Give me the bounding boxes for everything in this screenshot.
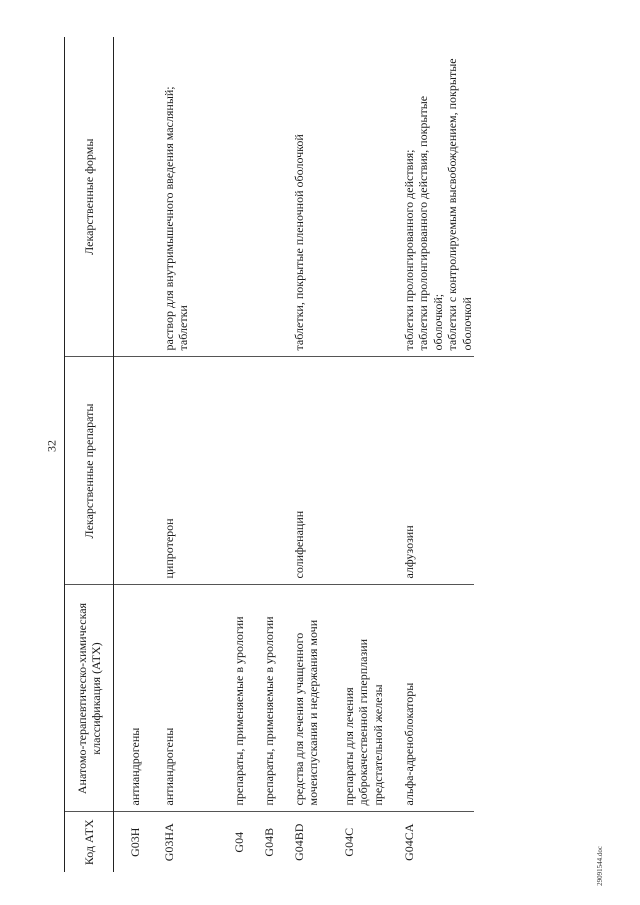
forms-cell [292, 37, 342, 357]
atc-table [64, 37, 474, 872]
drug-cell: алфузозин [402, 357, 474, 585]
header-forms: Лекарственные формы [65, 37, 114, 357]
page-number: 32 [44, 440, 59, 452]
atc-code: G04CA [402, 823, 416, 861]
form-line: таблетки, покрытые пленочной оболочкой [292, 134, 306, 351]
classification-cell: альфа-адреноблокаторы [402, 585, 474, 812]
header-code: Код АТХ [65, 812, 114, 872]
table-row [232, 37, 262, 872]
classification-cell: препараты для лечения доброкачественной гиперплазии предстательной железы [342, 585, 402, 812]
classification-cell: препараты, применяемые в урологии [232, 585, 262, 812]
atc-code: G04B [262, 827, 276, 857]
table-row [292, 37, 342, 872]
atc-code: G04 [232, 831, 246, 853]
drug-cell [114, 357, 163, 585]
table-row [262, 37, 292, 872]
forms-cell [114, 37, 163, 357]
form-line: таблетки пролонгированного действия; [402, 149, 416, 351]
form-line: таблетки пролонгированного действия, покрытые оболочкой; [416, 95, 445, 351]
classification-cell: антиандрогены [114, 585, 163, 812]
table-header-row [65, 37, 114, 872]
drug-cell [342, 357, 402, 585]
table-row [342, 37, 402, 872]
atc-code: G04BD [292, 823, 306, 861]
atc-code: G03HA [162, 823, 176, 862]
classification-cell: препараты, применяемые в урологии [262, 585, 292, 812]
header-classification: Анатомо-терапевтическо-химическая классификация (АТХ) [65, 585, 114, 812]
atc-code: G04C [342, 827, 356, 857]
drug-cell [232, 357, 262, 585]
forms-cell [162, 37, 232, 357]
drug-cell: ципротерон [162, 357, 232, 585]
table-row [162, 37, 232, 872]
forms-cell [402, 37, 474, 357]
atc-code: G03H [128, 827, 142, 857]
form-line: таблетки [176, 305, 191, 351]
table-row [114, 37, 163, 872]
header-drugs: Лекарственные препараты [65, 357, 114, 585]
forms-cell [232, 37, 262, 357]
classification-cell: антиандрогены [162, 585, 232, 812]
form-line: таблетки с контролируемым высвобождением, покрытые оболочкой [445, 58, 474, 351]
forms-cell [262, 37, 292, 357]
drug-cell: солифенацин [292, 357, 342, 585]
drug-cell [262, 357, 292, 585]
table-row [402, 37, 474, 872]
classification-cell: средства для лечения учащенного мочеиспускания и недержания мочи [292, 585, 342, 812]
footer-filename: 29091544.doc [596, 846, 604, 886]
rotated-page-content [64, 37, 618, 872]
form-line: раствор для внутримышечного введения масляный; [162, 86, 176, 351]
forms-cell [342, 37, 402, 357]
